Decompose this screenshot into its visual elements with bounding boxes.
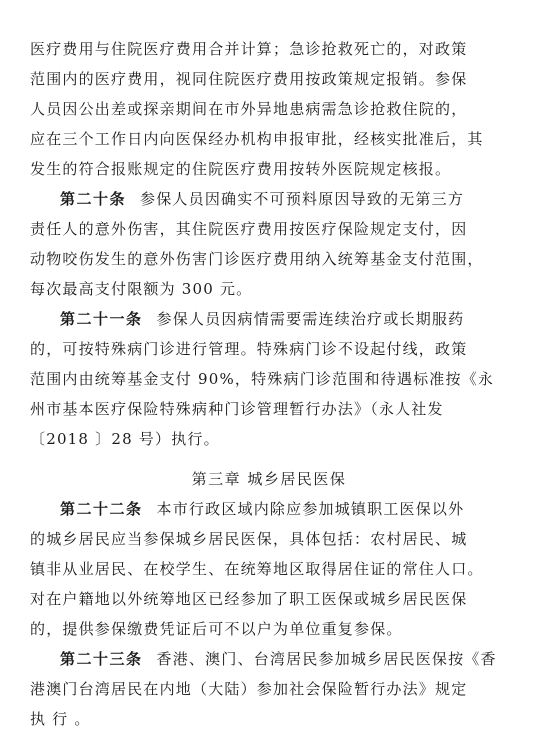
- text-line: 发生的符合报账规定的住院医疗费用按转外医院规定核报。: [30, 160, 452, 178]
- text-line: 镇非从业居民、在校学生、在统筹地区取得居住证的常住人口。: [30, 560, 484, 578]
- text-line: 执 行 。: [30, 710, 91, 728]
- text-line: 〔2018 〕28 号）执行。: [30, 430, 220, 448]
- article-20-first-line: [60, 184, 508, 214]
- article-23-label: 第二十三条: [60, 650, 143, 668]
- text-line: 每次最高支付限额为 300 元。: [30, 280, 253, 298]
- text-line: 动物咬伤发生的意外伤害门诊医疗费用纳入统筹基金支付范围，: [30, 250, 484, 268]
- chapter-heading: 第三章 城乡居民医保: [191, 470, 347, 488]
- text-line: 参保人员因病情需要需连续治疗或长期服药: [156, 310, 465, 328]
- text-line: 对在户籍地以外统筹地区已经参加了职工医保或城乡居民医保: [30, 590, 468, 608]
- text-line: 人员因公出差或探亲期间在市外异地患病需急诊抢救住院的，: [30, 100, 468, 118]
- article-21-first-line: [60, 304, 508, 334]
- text-line: 应在三个工作日内向医保经办机构申报审批，经核实批准后，其: [30, 130, 484, 148]
- article-22-label: 第二十二条: [60, 500, 143, 518]
- text-line: 本市行政区域内除应参加城镇职工医保以外: [156, 500, 465, 518]
- text-line: 医疗费用与住院医疗费用合并计算；急诊抢救死亡的，对政策: [30, 40, 468, 58]
- article-21-label: 第二十一条: [60, 310, 143, 328]
- text-line: 参保人员因确实不可预料原因导致的无第三方: [140, 190, 465, 208]
- text-line: 的城乡居民应当参保城乡居民医保，具体包括：农村居民、城: [30, 530, 468, 548]
- text-line: 州市基本医疗保险特殊病种门诊管理暂行办法》（永人社发: [30, 400, 444, 418]
- article-20-label: 第二十条: [60, 190, 127, 208]
- article-23-first-line: [60, 644, 508, 674]
- text-line: 香港、澳门、台湾居民参加城乡居民医保按《香: [156, 650, 497, 668]
- text-line: 的，提供参保缴费凭证后可不以户为单位重复参保。: [30, 620, 403, 638]
- article-22-first-line: [60, 494, 508, 524]
- text-line: 的，可按特殊病门诊进行管理。特殊病门诊不设起付线，政策: [30, 340, 468, 358]
- text-line: 范围内由统筹基金支付 90%，特殊病门诊范围和待遇标准按《永: [30, 370, 495, 388]
- text-line: 范围内的医疗费用，视同住院医疗费用按政策规定报销。参保: [30, 70, 468, 88]
- text-line: 责任人的意外伤害，其住院医疗费用按医疗保险规定支付，因: [30, 220, 468, 238]
- text-line: 港澳门台湾居民在内地（大陆）参加社会保险暂行办法》规定: [30, 680, 468, 698]
